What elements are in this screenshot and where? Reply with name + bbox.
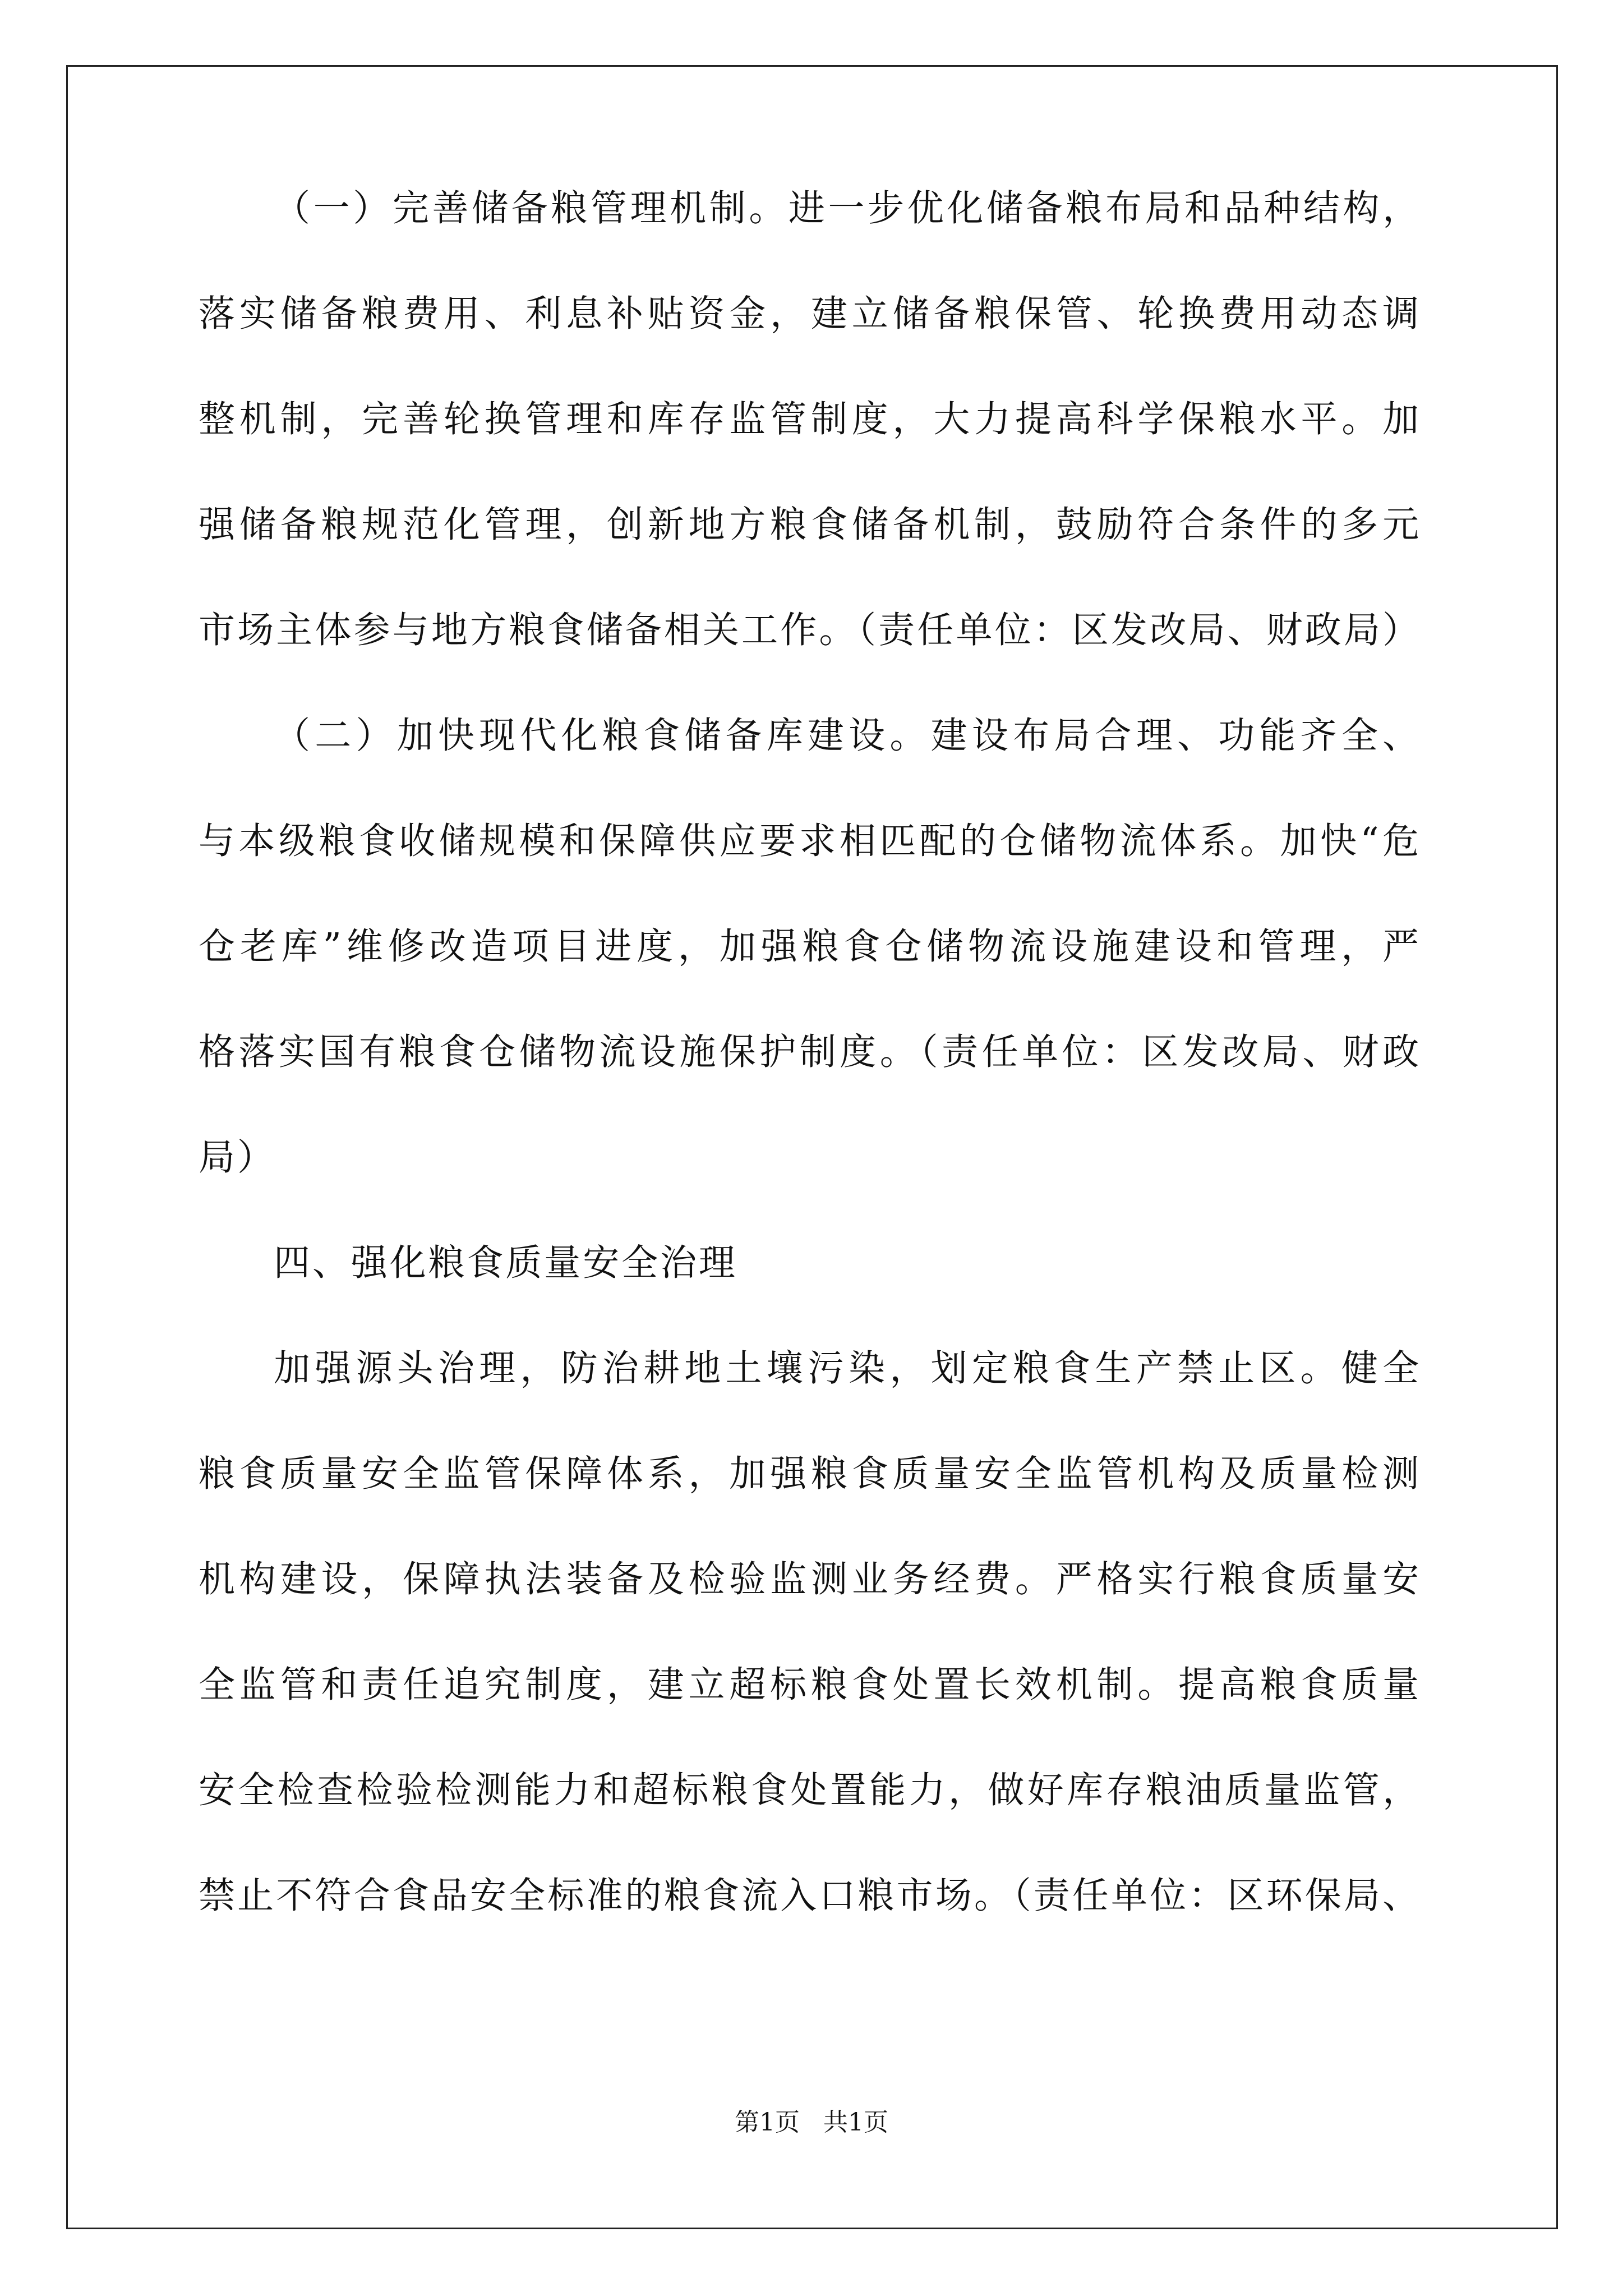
section-heading: 四、强化粮食质量安全治理: [274, 1242, 737, 1284]
paragraph-line: 机构建设，保障执法装备及检验监测业务经费。严格实行粮食质量安: [199, 1558, 1421, 1600]
paragraph-line: （二）加快现代化粮食储备库建设。建设布局合理、功能齐全、: [274, 715, 1421, 757]
paragraph-line: 市场主体参与地方粮食储备相关工作。（责任单位：区发改局、财政局）: [199, 609, 1421, 651]
paragraph-line: 局）: [199, 1137, 276, 1179]
paragraph-line: 仓老库”维修改造项目进度，加强粮食仓储物流设施建设和管理，严: [199, 926, 1421, 968]
paragraph-line: 安全检查检验检测能力和超标粮食处置能力，做好库存粮油质量监管，: [199, 1769, 1421, 1811]
paragraph-line: （一）完善储备粮管理机制。进一步优化储备粮布局和品种结构，: [274, 187, 1421, 229]
paragraph-line: 强储备粮规范化管理，创新地方粮食储备机制，鼓励符合条件的多元: [199, 504, 1421, 546]
paragraph-line: 禁止不符合食品安全标准的粮食流入口粮市场。（责任单位：区环保局、: [199, 1875, 1421, 1917]
paragraph-line: 与本级粮食收储规模和保障供应要求相匹配的仓储物流体系。加快“危: [199, 820, 1421, 862]
paragraph-line: 格落实国有粮食仓储物流设施保护制度。（责任单位：区发改局、财政: [199, 1031, 1421, 1073]
paragraph-line: 整机制，完善轮换管理和库存监管制度，大力提高科学保粮水平。加: [199, 398, 1421, 440]
paragraph-line: 粮食质量安全监管保障体系，加强粮食质量安全监管机构及质量检测: [199, 1453, 1421, 1495]
paragraph-line: 全监管和责任追究制度，建立超标粮食处置长效机制。提高粮食质量: [199, 1664, 1421, 1706]
page-number: 第1页 共1页: [735, 2108, 888, 2137]
paragraph-line: 加强源头治理，防治耕地土壤污染，划定粮食生产禁止区。健全: [274, 1347, 1421, 1389]
paragraph-line: 落实储备粮费用、利息补贴资金，建立储备粮保管、轮换费用动态调: [199, 293, 1421, 335]
